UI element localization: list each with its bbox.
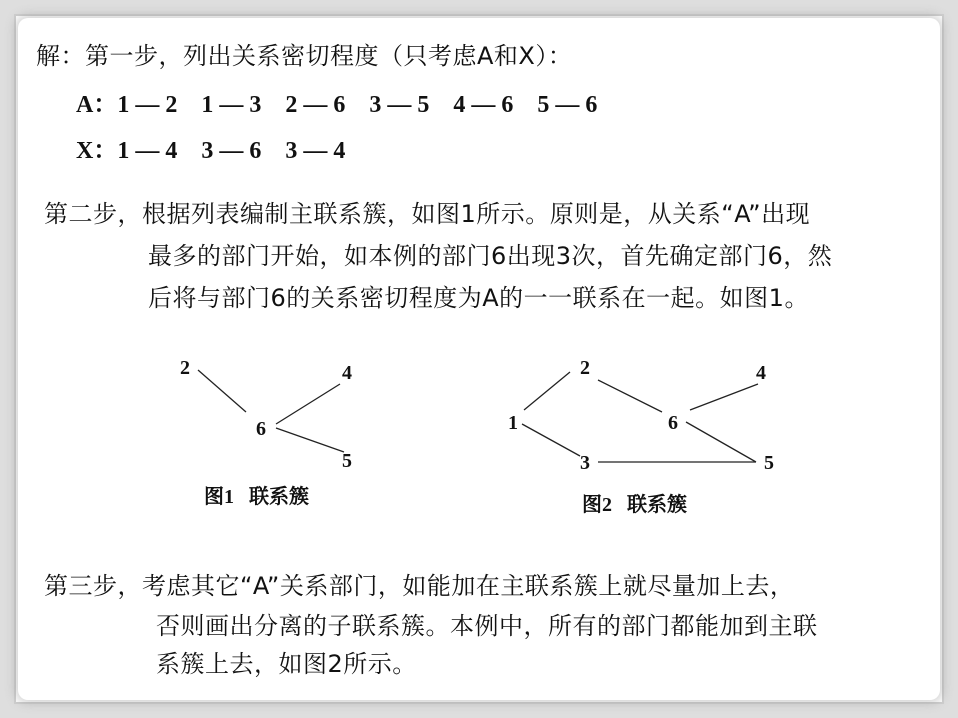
fig2-node-1: 1 — [508, 412, 518, 434]
fig2-caption: 图2 联系簇 — [582, 494, 687, 516]
fig1-node-6: 6 — [256, 418, 266, 440]
fig2-node-3: 3 — [580, 452, 590, 474]
step1-heading: 解：第一步，列出关系密切程度（只考虑A和X）： — [36, 42, 573, 70]
fig2-node-4: 4 — [756, 362, 766, 384]
fig1-caption: 图1 联系簇 — [204, 486, 309, 508]
fig1-node-5: 5 — [342, 450, 352, 472]
step2-line2: 最多的部门开始，如本例的部门6出现3次，首先确定部门6，然 — [148, 242, 833, 270]
fig2-edge-1-2 — [524, 372, 570, 410]
fig1-edge-6-5 — [276, 428, 344, 452]
fig2-node-2: 2 — [580, 357, 590, 379]
step3-line3: 系簇上去，如图2所示。 — [156, 650, 417, 678]
fig2-edge-6-5 — [686, 422, 756, 462]
fig2-edge-2-6 — [598, 380, 662, 412]
step3-line2: 否则画出分离的子联系簇。本例中，所有的部门都能加到主联 — [156, 612, 818, 640]
fig1-node-4: 4 — [342, 362, 352, 384]
step3-line1: 第三步，考虑其它“A”关系部门，如能加在主联系簇上就尽量加上去， — [44, 572, 795, 600]
fig2-node-6: 6 — [668, 412, 678, 434]
fig2-edge-6-4 — [690, 384, 758, 410]
relation-a-list: A：1 — 2 1 — 3 2 — 6 3 — 5 4 — 6 5 — 6 — [76, 92, 598, 118]
relation-x-list: X：1 — 4 3 — 6 3 — 4 — [76, 138, 346, 164]
step2-line1: 第二步，根据列表编制主联系簇，如图1所示。原则是，从关系“A”出现 — [44, 200, 811, 228]
fig1-edge-2-6 — [198, 370, 246, 412]
fig1-node-2: 2 — [180, 357, 190, 379]
step2-line3: 后将与部门6的关系密切程度为A的一一联系在一起。如图1。 — [148, 284, 809, 312]
fig2-edge-1-3 — [522, 424, 580, 456]
fig1-edge-6-4 — [276, 384, 340, 424]
fig2-node-5: 5 — [764, 452, 774, 474]
